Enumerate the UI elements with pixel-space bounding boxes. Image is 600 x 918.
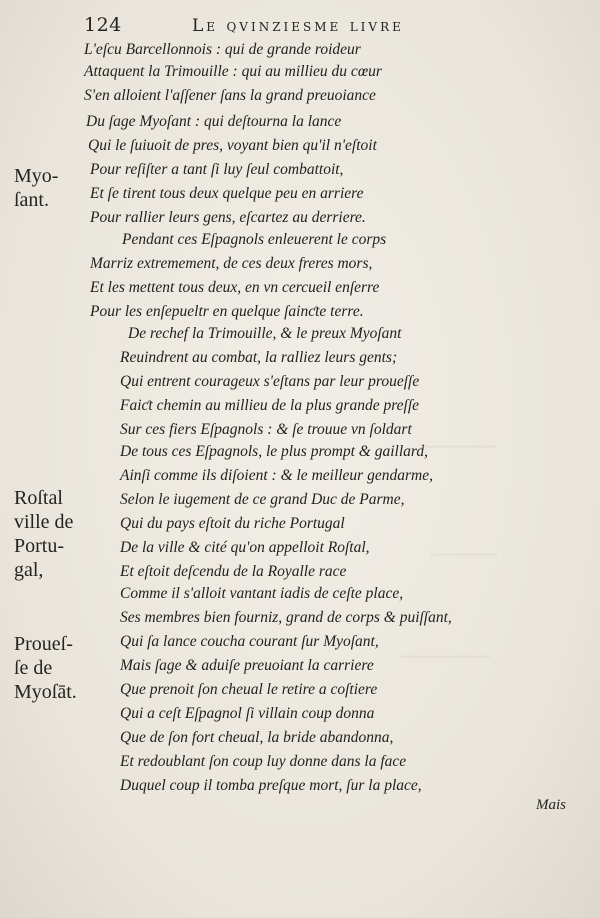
verse-line: Attaquent la Trimouille : qui au millieu du cœur <box>84 63 382 80</box>
margin-note-line: ſant. <box>14 189 49 211</box>
verse-line: Mais ſage & aduiſe preuoiant la carriere <box>120 657 374 674</box>
running-head: Le qvinziesme livre <box>192 16 404 36</box>
verse-line: De tous ces Eſpagnols, le plus prompt & gaillard, <box>120 443 428 460</box>
verse-line: Ses membres bien fourniz, grand de corps & puiſſant, <box>120 609 452 626</box>
margin-note-line: Roſtal <box>14 487 63 509</box>
verse-line: Comme il s'alloit vantant iadis de ceſte place, <box>120 585 404 602</box>
verse-line: Que prenoit ſon cheual le retire a coſtiere <box>120 681 378 698</box>
bleed-through-mark: ~~~~~~~~~~~~ <box>400 650 491 665</box>
verse-line: Faiƈt chemin au millieu de la plus grande preſſe <box>120 397 420 414</box>
verse-line: Pendant ces Eſpagnols enleuerent le corps <box>122 231 387 248</box>
verse-line: Pour reſiſter a tant ſi luy ſeul combattoit, <box>90 161 344 178</box>
verse-line: L'eſcu Barcellonnois : qui de grande roideur <box>84 41 361 58</box>
verse-line: S'en alloient l'aſſener ſans la grand preuoiance <box>84 87 376 104</box>
verse-line: Marriz extremement, de ces deux freres mors, <box>90 255 373 272</box>
catchword: Mais <box>536 797 566 813</box>
verse-line: De rechef la Trimouille, & le preux Myoſant <box>128 325 402 342</box>
verse-line: Selon le iugement de ce grand Duc de Parme, <box>120 491 405 508</box>
verse-line: Et eſtoit deſcendu de la Royalle race <box>120 563 347 580</box>
bleed-through-mark: ~~~~~~~~~~ <box>420 440 496 455</box>
margin-note-line: Proueſ- <box>14 633 73 655</box>
verse-line: Qui du pays eſtoit du riche Portugal <box>120 515 345 532</box>
verse-line: Et les mettent tous deux, en vn cercueil enſerre <box>90 279 380 296</box>
verse-line: Qui le ſuiuoit de pres, voyant bien qu'il n'eſtoit <box>88 137 377 154</box>
bleed-through-mark: ~~~~~~~~~ <box>430 548 499 563</box>
margin-note-line: Myoſāt. <box>14 681 77 703</box>
margin-note-line: Myo- <box>14 165 59 187</box>
verse-line: De la ville & cité qu'on appelloit Roſtal, <box>120 539 370 556</box>
verse-line: Sur ces fiers Eſpagnols : & ſe trouue vn ſoldart <box>120 421 412 438</box>
margin-note-line: ville de <box>14 511 74 533</box>
margin-note-line: Portu- <box>14 535 64 557</box>
verse-line: Reuindrent au combat, la ralliez leurs gents; <box>120 349 398 366</box>
verse-line: Qui entrent courageux s'eſtans par leur proueſſe <box>120 373 420 390</box>
verse-line: Pour les enſepueltr en quelque ſainƈte terre. <box>90 303 364 320</box>
verse-line: Ainſi comme ils diſoient : & le meilleur gendarme, <box>120 467 433 484</box>
verse-line: Pour rallier leurs gens, eſcartez au derriere. <box>90 209 366 226</box>
verse-line: Et redoublant ſon coup luy donne dans la face <box>120 753 407 770</box>
verse-line: Qui ſa lance coucha courant ſur Myoſant, <box>120 633 379 650</box>
margin-note-line: gal, <box>14 559 44 581</box>
verse-line: Qui a ceſt Eſpagnol ſi villain coup donna <box>120 705 375 722</box>
margin-note-line: ſe de <box>14 657 53 679</box>
page-number: 124 <box>84 14 122 36</box>
verse-line: Duquel coup il tomba preſque mort, ſur la place, <box>120 777 422 794</box>
verse-line: Que de ſon fort cheual, la bride abandonna, <box>120 729 394 746</box>
verse-line: Et ſe tirent tous deux quelque peu en arriere <box>90 185 364 202</box>
verse-line: Du ſage Myoſant : qui deſtourna la lance <box>86 113 342 130</box>
